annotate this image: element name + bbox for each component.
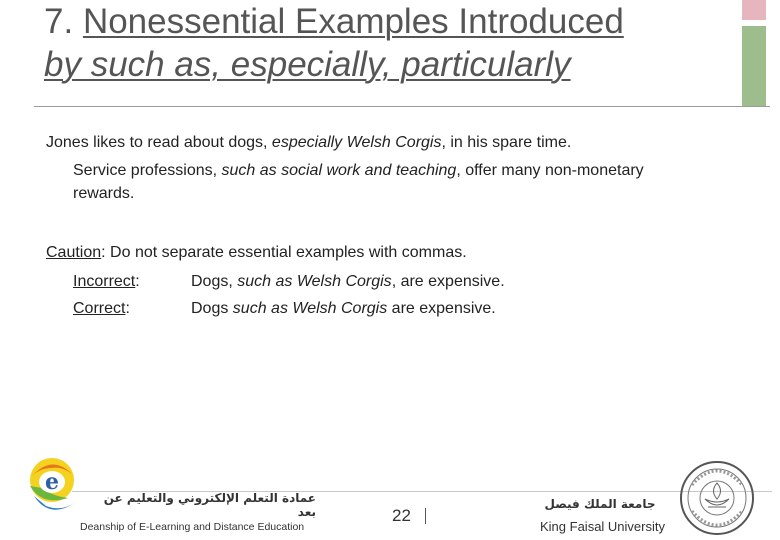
correct-italic: such as Welsh Corgis: [232, 300, 388, 317]
example-2-text-c: , offer many non-monetary: [456, 162, 644, 179]
correct-label: Correct: [73, 300, 126, 317]
example-2-text-a: Service professions,: [73, 162, 222, 179]
university-arabic-name: جامعة الملك فيصل: [544, 497, 656, 511]
correct-text-c: are expensive.: [387, 300, 496, 317]
title-line-1: Nonessential Examples Introduced: [82, 2, 624, 41]
page-number-separator: [425, 508, 426, 524]
svg-text:e: e: [45, 469, 59, 495]
incorrect-italic: such as Welsh Corgis: [237, 273, 392, 290]
elearning-logo-icon: [22, 456, 80, 522]
example-2-line-2: rewards.: [73, 185, 135, 202]
page-number: 22: [392, 506, 411, 525]
accent-bar-top: [742, 0, 766, 20]
caution-line: [46, 244, 467, 262]
example-1-text-a: Jones likes to read about dogs,: [46, 134, 272, 151]
example-2-italic: such as social work and teaching: [221, 162, 457, 179]
correct-line: [73, 300, 496, 318]
example-2-line-1: [73, 162, 644, 180]
university-seal-icon: [678, 459, 756, 537]
caution-text: : Do not separate essential examples with commas.: [101, 244, 467, 261]
correct-text-a: Dogs: [191, 300, 233, 317]
slide-title: [44, 0, 734, 86]
incorrect-line: [73, 273, 505, 291]
title-divider: [34, 106, 770, 107]
dept-arabic-name: عمادة التعلم الإلكتروني والتعليم عن بعد: [103, 491, 316, 519]
caution-label: Caution: [46, 244, 102, 261]
example-1-text-c: , in his spare time.: [441, 134, 572, 151]
university-name: King Faisal University: [540, 519, 665, 534]
example-1: [46, 134, 571, 152]
incorrect-colon: :: [135, 273, 140, 290]
incorrect-text-a: Dogs,: [191, 273, 238, 290]
incorrect-text-c: , are expensive.: [391, 273, 505, 290]
incorrect-label: Incorrect: [73, 273, 136, 290]
dept-name: Deanship of E-Learning and Distance Education: [80, 521, 305, 533]
title-number: 7.: [44, 2, 74, 41]
title-line-2: by such as, especially, particularly: [44, 45, 571, 84]
correct-colon: :: [125, 300, 130, 317]
accent-bar-bottom: [742, 26, 766, 106]
example-1-italic: especially Welsh Corgis: [271, 134, 442, 151]
